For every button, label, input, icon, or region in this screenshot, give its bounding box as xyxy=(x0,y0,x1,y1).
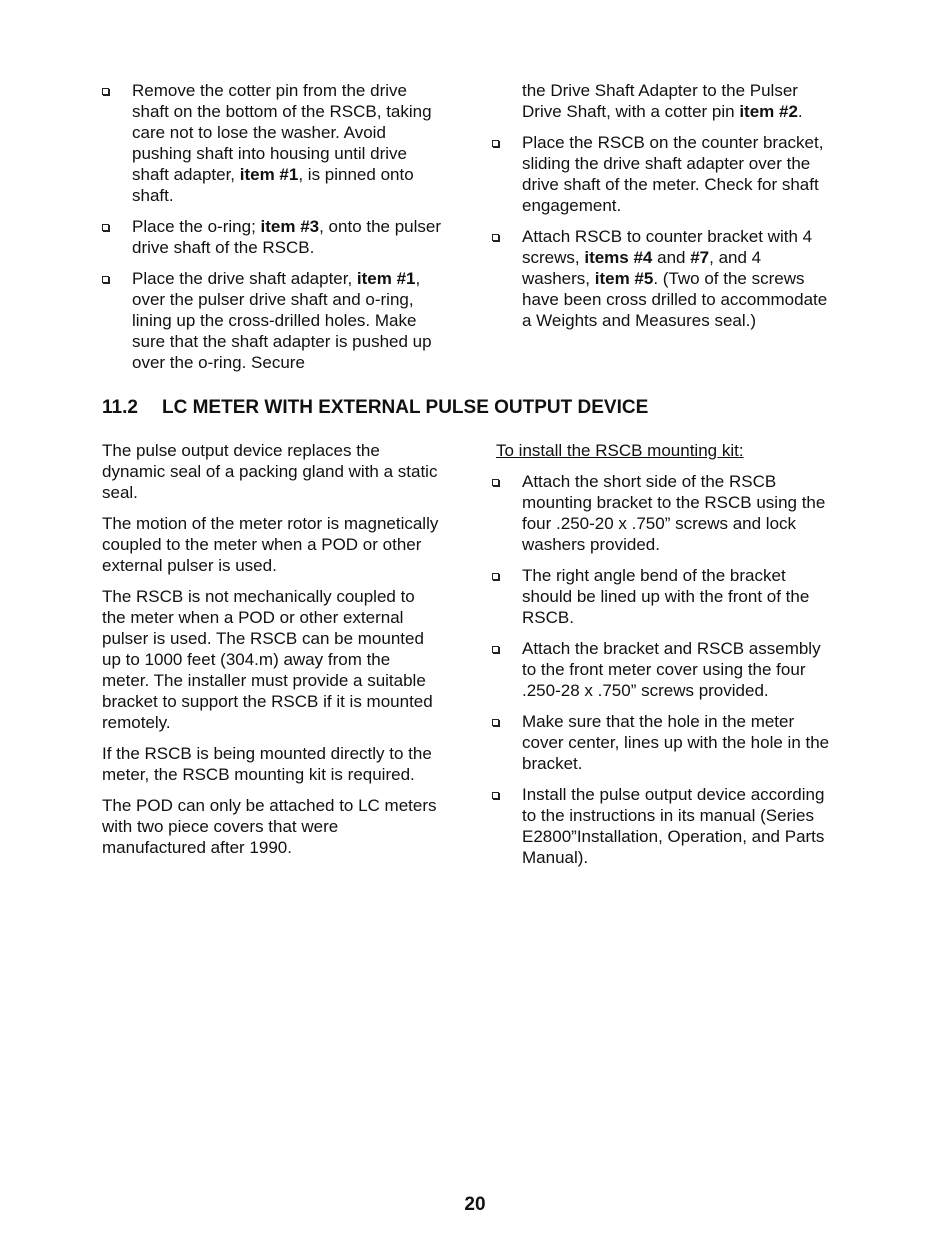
bullet-item xyxy=(102,268,442,373)
bold-item-reference: item #5 xyxy=(594,269,654,288)
bullet-item xyxy=(492,638,832,701)
bold-item-reference: item #2 xyxy=(739,102,798,121)
paragraph: The POD can only be attached to LC meters with two piece covers that were manufactured after 1990. xyxy=(102,796,437,857)
checkbox-bullet-icon xyxy=(492,140,499,147)
bold-item-reference: item #1 xyxy=(356,269,416,288)
bullet-text: Remove the cotter pin from the drive shaft on the bottom of the RSCB, taking care not to lose the washer. Avoid pushing shaft into housing until drive shaft adapter, item #1, is pinned onto shaft. xyxy=(132,81,432,205)
bottom-left-column xyxy=(102,440,442,868)
bullet-item xyxy=(492,565,832,628)
bullet-text: Place the RSCB on the counter bracket, sliding the drive shaft adapter over the drive shaft of the meter. Check for shaft engagement. xyxy=(522,133,824,215)
bullet-item xyxy=(492,226,832,331)
section-number: 11.2 xyxy=(102,397,138,418)
bold-item-reference: items #4 xyxy=(584,248,653,267)
bold-item-reference: item #1 xyxy=(239,165,299,184)
bullet-text: The right angle bend of the bracket should be lined up with the front of the RSCB. xyxy=(522,566,810,627)
bullet-text: Attach the short side of the RSCB mounting bracket to the RSCB using the four .250-20 x .750” screws and lock washers provided. xyxy=(522,472,826,554)
bullet-text: Attach the bracket and RSCB assembly to the front meter cover using the four .250-28 x .750” screws provided. xyxy=(522,639,821,700)
checkbox-bullet-icon xyxy=(492,479,499,486)
top-left-column xyxy=(102,80,442,383)
continued-text: the Drive Shaft Adapter to the Pulser Drive Shaft, with a cotter pin item #2. xyxy=(522,81,803,121)
paragraph: If the RSCB is being mounted directly to the meter, the RSCB mounting kit is required. xyxy=(102,744,432,784)
bold-item-reference: item #3 xyxy=(260,217,320,236)
bullet-item xyxy=(492,471,832,555)
checkbox-bullet-icon xyxy=(492,234,499,241)
section-title: LC METER WITH EXTERNAL PULSE OUTPUT DEVICE xyxy=(162,397,649,418)
bullet-item xyxy=(492,132,832,216)
checkbox-bullet-icon xyxy=(492,646,499,653)
bullet-text: Place the drive shaft adapter, item #1, over the pulser drive shaft and o-ring, lining up the cross-drilled holes. Make sure that the shaft adapter is pushed up over the o-ring. Secure xyxy=(132,269,432,372)
paragraph: The pulse output device replaces the dynamic seal of a packing gland with a static seal. xyxy=(102,441,438,502)
kit-label-colon: : xyxy=(738,441,744,460)
bottom-right-column xyxy=(492,440,832,878)
checkbox-bullet-icon xyxy=(102,276,109,283)
section-heading xyxy=(102,396,862,420)
bold-item-reference: #7 xyxy=(690,248,710,267)
kit-instructions-label xyxy=(496,440,832,461)
bullet-text: Install the pulse output device according to the instructions in its manual (Series E2800”Installation, Operation, and Parts Manual). xyxy=(522,785,825,867)
paragraph: The RSCB is not mechanically coupled to the meter when a POD or other external pulser is used. The RSCB can be mounted up to 1000 feet (304.m) away from the meter. The installer must provide a suitable bracket to support the RSCB if it is mounted remotely. xyxy=(102,587,433,732)
bullet-item xyxy=(102,80,442,206)
bullet-text: Make sure that the hole in the meter cover center, lines up with the hole in the bracket. xyxy=(522,712,830,773)
paragraph: The motion of the meter rotor is magnetically coupled to the meter when a POD or other external pulser is used. xyxy=(102,514,439,575)
checkbox-bullet-icon xyxy=(492,573,499,580)
top-right-column xyxy=(492,80,832,341)
checkbox-bullet-icon xyxy=(102,224,109,231)
checkbox-bullet-icon xyxy=(102,88,109,95)
bullet-item xyxy=(492,784,832,868)
bullet-text: Place the o-ring; item #3, onto the pulser drive shaft of the RSCB. xyxy=(132,217,442,257)
checkbox-bullet-icon xyxy=(492,792,499,799)
checkbox-bullet-icon xyxy=(492,719,499,726)
bullet-text: Attach RSCB to counter bracket with 4 screws, items #4 and #7, and 4 washers, item #5. (Two of the screws have been cross drilled to accommodate a Weights and Measures seal.) xyxy=(522,227,828,330)
bullet-item xyxy=(102,216,442,258)
kit-label-text: To install the RSCB mounting kit xyxy=(496,441,739,460)
page-number: 20 xyxy=(464,1194,486,1215)
bullet-item xyxy=(492,711,832,774)
